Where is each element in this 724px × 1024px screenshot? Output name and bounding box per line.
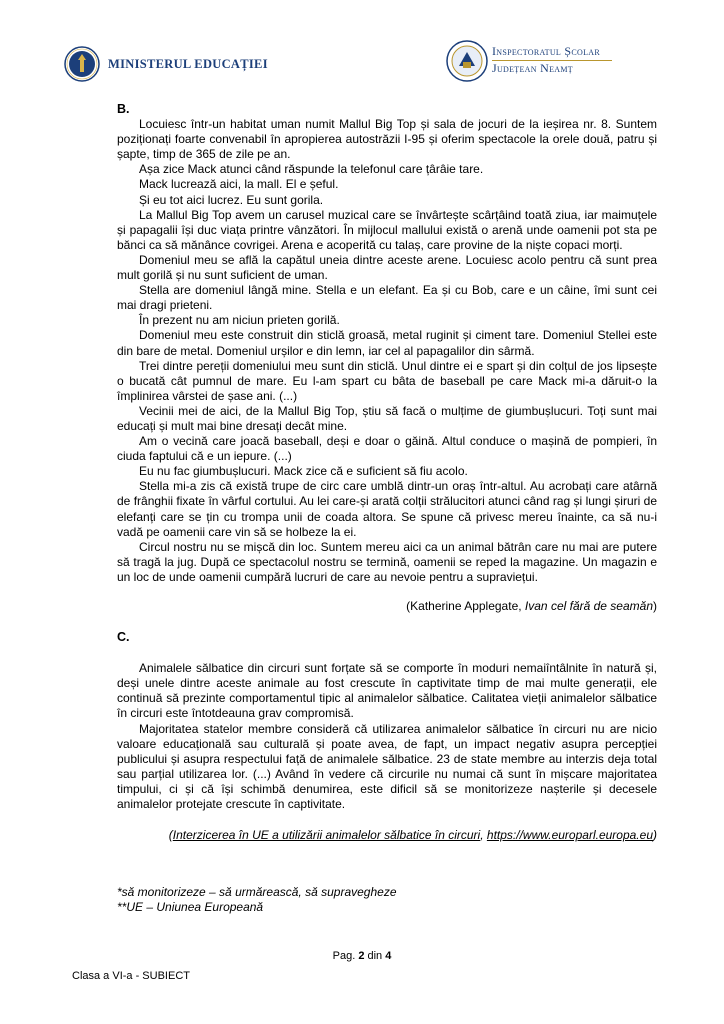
section-c-source xyxy=(117,828,657,843)
paragraph: Majoritatea statelor membre consideră că utilizarea animalelor sălbatice în circuri nu are nicio valoare educațională sau culturală și poate avea, de fapt, un impact negativ asupra percepției publicului și asupra respectului față de animalele sălbatice. 23 de state membre au interzis deja total sau parțial utilizarea lor. (...) Având în vedere că circurile nu numai că sunt în mișcare majoritatea timpului, ci și că își schimbă denumirea, este dificil să se monitorizeze nașterile și decesele animalelor protejate crescute în captivitate. xyxy=(117,721,657,812)
isj-name xyxy=(492,44,612,76)
paragraph: Locuiesc într-un habitat uman numit Mallul Big Top și sala de jocuri de la ieșirea nr. 8. Suntem poziționați foarte convenabil în apropierea autostrăzii I-95 și oferim spectacole la orele două, patru și șapte, timp de 365 de zile pe an. xyxy=(117,117,657,162)
paragraph: Așa zice Mack atunci când răspunde la telefonul care țârâie tare. xyxy=(139,162,484,177)
footnote-term: **UE xyxy=(117,900,144,914)
isj-emblem-icon xyxy=(446,40,488,82)
footnote-term: *să monitorizeze xyxy=(117,885,206,899)
paragraph: Trei dintre pereții domeniului meu sunt din sticlă. Unul dintre ei e spart și din colțul de jos lipsește o bucată cât pumnul de mare. Eu l-am spart cu bâta de baseball pe care Mack mi-a dăruit-o la împlinirea vârstei de șase ani. (...) xyxy=(117,358,657,403)
paragraph: Și eu tot aici lucrez. Eu sunt gorila. xyxy=(139,192,324,207)
source-separator: , xyxy=(480,828,487,843)
ministry-name: MINISTERUL EDUCAȚIEI xyxy=(108,57,268,71)
page-number xyxy=(0,950,724,962)
paragraph: Mack lucrează aici, la mall. El e șeful. xyxy=(139,177,339,192)
page-current: 2 xyxy=(358,950,365,962)
footnote-2 xyxy=(117,900,397,915)
exam-text xyxy=(117,102,657,843)
paragraph: Domeniul meu este construit din sticlă groasă, metal ruginit și ciment tare. Domeniul Stellei este din bare de metal. Domeniul urșilor e din lemn, iar cel al papagalilor din sârmă. xyxy=(117,328,657,358)
source-author: (Katherine Applegate, xyxy=(406,599,525,613)
source-close: ) xyxy=(653,828,657,843)
paragraph: Eu nu fac giumbușlucuri. Mack zice că e suficient să fiu acolo. xyxy=(139,464,468,479)
section-b-source xyxy=(117,599,657,614)
paragraph: În prezent nu am niciun prieten gorilă. xyxy=(139,313,340,328)
source-close: ) xyxy=(653,599,657,613)
footnote-definition: – Uniunea Europeană xyxy=(143,900,264,914)
isj-line-2: Județean Neamț xyxy=(492,61,573,75)
source-title: Interzicerea în UE a utilizării animalelor sălbatice în circuri xyxy=(172,828,481,843)
paragraph: Vecinii mei de aici, de la Mallul Big Top, știu să facă o mulțime de giumbușlucuri. Toți sunt mai educați și mult mai bine dresați decât mine. xyxy=(117,403,657,433)
paragraph: La Mallul Big Top avem un carusel muzical care se învârtește scârțâind toată ziua, iar maimuțele și papagalii își duc viața printre vânzători. În mijlocul mallului există o arenă unde oamenii pot sta pe bănci ca să mănânce covrigei. Arena e acoperită cu talaș, care provine de la niște copaci morți. xyxy=(117,207,657,252)
source-url-link[interactable]: https://www.europarl.europa.eu xyxy=(486,828,653,843)
paragraph: Animalele sălbatice din circuri sunt forțate să se comporte în moduri nemaiîntâlnite în natură și, deși unele dintre aceste animale au fost crescute în captivitate timp de mai multe generații, ele continuă să prezinte comportamentul tipic al animalelor sălbatice. Calitatea vieții animalelor sălbatice în circuri este întotdeauna grav compromisă. xyxy=(117,661,657,721)
footnote-definition: – să urmărească, să supravegheze xyxy=(205,885,397,899)
footnote-1 xyxy=(117,885,397,900)
source-open: ( xyxy=(168,828,173,843)
section-c-text xyxy=(117,661,657,812)
isj-line-1: Inspectoratul Școlar xyxy=(492,44,600,58)
section-c-label: C. xyxy=(117,630,130,645)
footer-class-label: Clasa a VI-a - SUBIECT xyxy=(72,970,190,982)
footnotes xyxy=(117,885,397,915)
section-b-text xyxy=(117,117,657,585)
paragraph: Am o vecină care joacă baseball, deși e doar o găină. Altul conduce o mașină de pompieri, în ciuda faptului că e un iepure. (...) xyxy=(117,434,657,464)
section-b-label: B. xyxy=(117,102,130,116)
page-total: 4 xyxy=(385,950,392,962)
page-prefix: Pag. xyxy=(332,950,359,962)
page-header xyxy=(0,40,724,90)
paragraph: Circul nostru nu se mișcă din loc. Suntem mereu aici ca un animal bătrân care nu mai are putere să tragă la jug. După ce spectacolul nostru se termină, oamenii se reped la magazine. Un magazin e un loc de unde oamenii cumpără lucruri de care au nevoie pentru a supraviețui. xyxy=(117,539,657,584)
page-middle: din xyxy=(364,950,386,962)
paragraph: Stella are domeniul lângă mine. Stella e un elefant. Ea și cu Bob, care e un câine, îmi sunt cei mai dragi prieteni. xyxy=(117,283,657,313)
source-title: Ivan cel fără de seamăn xyxy=(524,599,653,613)
paragraph: Stella mi-a zis că există trupe de circ care umblă dintr-un oraș într-altul. Au acrobați care atârnă de frânghii fixate în vârful cortului. Au lei care-și arată colții strălucitori atunci când rag și lungi șiruri de elefanți care se țin cu trompa unii de coada altora. Se spune că privesc mereu înainte, ca să nu-i vadă pe oamenii care vin să se holbeze la ei. xyxy=(117,479,657,539)
ministry-seal-icon xyxy=(64,46,100,82)
paragraph: Domeniul meu se află la capătul uneia dintre aceste arene. Locuiesc acolo pentru că sunt prea mult gorilă și nu sunt suficient de uman. xyxy=(117,252,657,283)
